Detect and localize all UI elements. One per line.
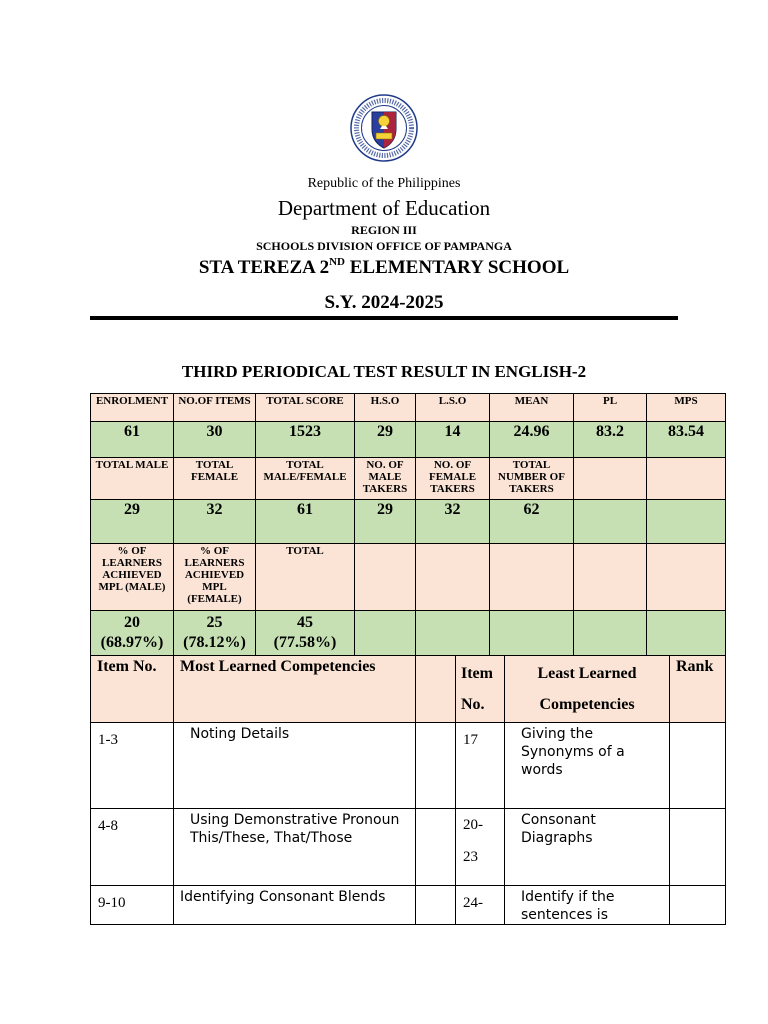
mpl-value bbox=[256, 611, 355, 656]
stat-value: 29 bbox=[355, 422, 416, 458]
stat-header: MEAN bbox=[490, 394, 574, 422]
stat-value: 1523 bbox=[256, 422, 355, 458]
least-learned-competency: Giving the Synonyms of a words bbox=[505, 723, 670, 809]
mpl-count: 25 bbox=[206, 614, 223, 631]
empty-cell bbox=[416, 809, 456, 886]
stat-header: TOTAL MALE bbox=[91, 458, 174, 500]
item-no-2: 24- bbox=[456, 886, 505, 925]
stat-header: % OF LEARNERS ACHIEVED MPL (FEMALE) bbox=[174, 544, 256, 611]
stat-value: 29 bbox=[355, 500, 416, 544]
empty-cell bbox=[416, 544, 490, 611]
rank-cell bbox=[670, 886, 726, 925]
item-no-2-line2: No. bbox=[461, 696, 485, 713]
item-no: 4-8 bbox=[91, 809, 174, 886]
school-name-post: ELEMENTARY SCHOOL bbox=[344, 257, 570, 278]
item-no-header: Item No. bbox=[91, 656, 174, 723]
most-learned-competency: Noting Details bbox=[174, 723, 416, 809]
deped-seal bbox=[349, 93, 419, 163]
empty-cell bbox=[355, 544, 416, 611]
item-no-2: 20-23 bbox=[456, 809, 505, 886]
school-name-sup: ND bbox=[329, 256, 345, 268]
empty-cell bbox=[647, 611, 726, 656]
mpl-value bbox=[91, 611, 174, 656]
stat-header: PL bbox=[574, 394, 647, 422]
item-no-header-2 bbox=[456, 656, 505, 723]
empty-cell bbox=[647, 544, 726, 611]
school-year: S.Y. 2024-2025 bbox=[324, 292, 444, 313]
least-learned-line2: Competencies bbox=[539, 696, 635, 713]
stat-value: 30 bbox=[174, 422, 256, 458]
stat-value: 83.2 bbox=[574, 422, 647, 458]
empty-cell bbox=[647, 458, 726, 500]
most-learned-competency: Identifying Consonant Blends bbox=[174, 886, 416, 925]
item-no-2-line1: Item bbox=[461, 665, 493, 682]
mpl-percent: (68.97%) bbox=[100, 634, 164, 651]
empty-cell bbox=[416, 723, 456, 809]
stat-header: TOTAL SCORE bbox=[256, 394, 355, 422]
region-line: REGION III bbox=[351, 223, 417, 237]
empty-cell bbox=[490, 544, 574, 611]
empty-cell bbox=[490, 611, 574, 656]
stat-value: 62 bbox=[490, 500, 574, 544]
stat-header: % OF LEARNERS ACHIEVED MPL (MALE) bbox=[91, 544, 174, 611]
stat-header: TOTAL MALE/FEMALE bbox=[256, 458, 355, 500]
item-no: 9-10 bbox=[91, 886, 174, 925]
empty-cell bbox=[647, 500, 726, 544]
stat-header: TOTAL FEMALE bbox=[174, 458, 256, 500]
competencies-table bbox=[90, 655, 726, 925]
report-title: THIRD PERIODICAL TEST RESULT IN ENGLISH-2 bbox=[181, 362, 587, 381]
stat-value: 14 bbox=[416, 422, 490, 458]
school-name-pre: STA TEREZA 2 bbox=[198, 257, 330, 278]
item-no: 1-3 bbox=[91, 723, 174, 809]
stat-header: H.S.O bbox=[355, 394, 416, 422]
stat-header: MPS bbox=[647, 394, 726, 422]
division-line: SCHOOLS DIVISION OFFICE OF PAMPANGA bbox=[256, 239, 512, 253]
empty-cell bbox=[416, 611, 490, 656]
mpl-value bbox=[174, 611, 256, 656]
stat-value: 32 bbox=[416, 500, 490, 544]
stat-header: TOTAL bbox=[256, 544, 355, 611]
empty-cell bbox=[574, 611, 647, 656]
least-learned-header bbox=[505, 656, 670, 723]
department-name: Department of Education bbox=[277, 196, 491, 220]
rank-header: Rank bbox=[670, 656, 726, 723]
republic-line: Republic of the Philippines bbox=[307, 176, 461, 191]
empty-cell bbox=[416, 656, 456, 723]
empty-cell bbox=[416, 886, 456, 925]
stat-header: TOTAL NUMBER OF TAKERS bbox=[490, 458, 574, 500]
stat-value: 83.54 bbox=[647, 422, 726, 458]
empty-cell bbox=[574, 458, 647, 500]
school-name bbox=[0, 257, 768, 279]
mpl-percent: (77.58%) bbox=[273, 634, 337, 651]
least-learned-competency: Identify if the sentences is bbox=[505, 886, 670, 925]
rank-cell bbox=[670, 723, 726, 809]
stats-table bbox=[90, 393, 726, 656]
empty-cell bbox=[355, 611, 416, 656]
item-no-2: 17 bbox=[456, 723, 505, 809]
most-learned-header: Most Learned Competencies bbox=[174, 656, 416, 723]
stat-header: NO. OF FEMALE TAKERS bbox=[416, 458, 490, 500]
stat-value: 24.96 bbox=[490, 422, 574, 458]
stat-value: 32 bbox=[174, 500, 256, 544]
mpl-percent: (78.12%) bbox=[183, 634, 246, 651]
stat-value: 61 bbox=[91, 422, 174, 458]
least-learned-line1: Least Learned bbox=[537, 665, 637, 682]
most-learned-competency: Using Demonstrative Pronoun This/These, That/Those bbox=[174, 809, 416, 886]
least-learned-competency: Consonant Diagraphs bbox=[505, 809, 670, 886]
stat-header: ENROLMENT bbox=[91, 394, 174, 422]
stat-header: L.S.O bbox=[416, 394, 490, 422]
header-divider bbox=[90, 316, 678, 320]
stat-header: NO.OF ITEMS bbox=[174, 394, 256, 422]
empty-cell bbox=[574, 500, 647, 544]
stat-value: 29 bbox=[91, 500, 174, 544]
mpl-count: 20 bbox=[124, 614, 140, 631]
empty-cell bbox=[574, 544, 647, 611]
mpl-count: 45 bbox=[297, 614, 313, 631]
stat-header: NO. OF MALE TAKERS bbox=[355, 458, 416, 500]
rank-cell bbox=[670, 809, 726, 886]
stat-value: 61 bbox=[256, 500, 355, 544]
